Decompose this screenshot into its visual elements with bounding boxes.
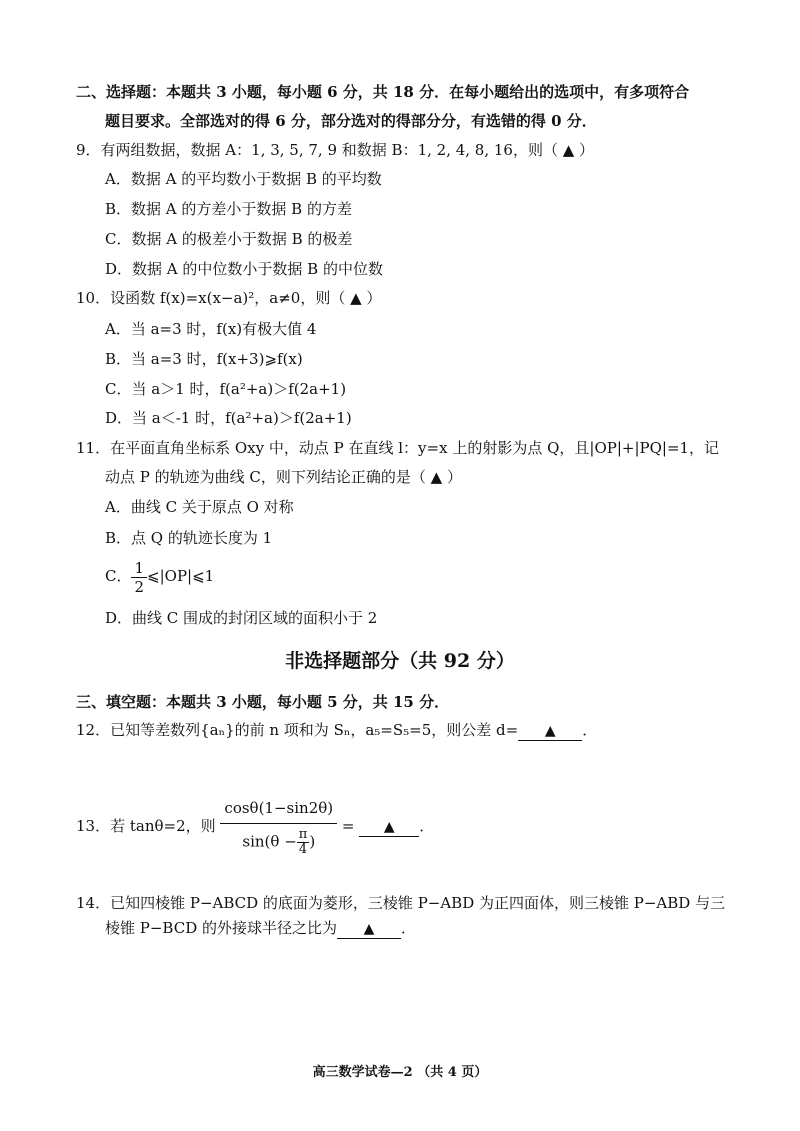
triangle-icon: ▲ <box>383 819 395 835</box>
section2-header-line1: 二、选择题：本题共 3 小题，每小题 6 分，共 18 分．在每小题给出的选项中，有多项符合 <box>76 83 690 101</box>
q14-answer-blank <box>337 919 401 939</box>
q12-end: ． <box>582 721 598 739</box>
q12-answer-blank <box>518 721 582 741</box>
q13-den-left: sin(θ − <box>242 832 297 851</box>
q11-option-b: B．点 Q 的轨迹长度为 1 <box>105 529 273 547</box>
triangle-icon: ▲ <box>363 921 375 937</box>
q14-end: ． <box>401 919 417 937</box>
q9-option-c: C．数据 A 的极差小于数据 B 的极差 <box>105 230 353 248</box>
q11-option-c <box>105 558 214 596</box>
q13-den-right: ) <box>309 832 316 851</box>
fraction-denominator: 2 <box>134 577 145 596</box>
section2-header-line2: 题目要求。全部选对的得 6 分，部分选对的得部分分，有选错的得 0 分． <box>105 112 597 130</box>
q13-expression-fraction <box>220 797 337 857</box>
q11-option-c-inequality: ⩽|OP|⩽1 <box>147 567 215 585</box>
q11-stem-line1: 11．在平面直角坐标系 Oxy 中，动点 P 在直线 l：y=x 上的射影为点 Q，且|OP|+|PQ|=1，记 <box>76 439 720 457</box>
part2-heading: 非选择题部分（共 92 分） <box>285 650 515 672</box>
q9-option-b: B．数据 A 的方差小于数据 B 的方差 <box>105 200 352 218</box>
q12-text: 12．已知等差数列{aₙ}的前 n 项和为 Sₙ，a₅=S₅=5，则公差 d= <box>76 721 519 739</box>
q10-stem: 10．设函数 f(x)=x(x−a)²，a≠0，则（ ▲ ） <box>76 289 382 307</box>
q9-option-a: A．数据 A 的平均数小于数据 B 的平均数 <box>105 170 382 188</box>
q14-line2-text: 棱锥 P−BCD 的外接球半径之比为 <box>105 919 338 937</box>
q13 <box>76 796 434 857</box>
section3-header: 三、填空题：本题共 3 小题，每小题 5 分，共 15 分． <box>76 693 450 711</box>
q11-stem-line2: 动点 P 的轨迹为曲线 C，则下列结论正确的是（ ▲ ） <box>105 468 462 486</box>
q9-option-d: D．数据 A 的中位数小于数据 B 的中位数 <box>105 260 383 278</box>
q13-denominator <box>220 824 337 857</box>
q10-option-a: A．当 a=3 时，f(x)有极大值 4 <box>105 320 317 338</box>
q14-line1: 14．已知四棱锥 P−ABCD 的底面为菱形，三棱锥 P−ABD 为正四面体，则三棱锥 P−ABD 与三 <box>76 894 726 912</box>
q11-option-a: A．曲线 C 关于原点 O 对称 <box>105 498 294 516</box>
fraction-numerator: 1 <box>131 559 147 578</box>
q14-line2 <box>105 918 416 939</box>
four-denominator: 4 <box>298 842 308 857</box>
q13-end: ． <box>419 817 435 835</box>
one-half-fraction <box>131 559 147 596</box>
page-footer: 高三数学试卷—2 （共 4 页） <box>312 1065 488 1080</box>
q9-stem: 9．有两组数据，数据 A：1, 3, 5, 7, 9 和数据 B：1, 2, 4, 8, 16，则（ ▲ ） <box>76 141 595 159</box>
pi-over-four-fraction <box>297 828 310 857</box>
q10-option-b: B．当 a=3 时，f(x+3)⩾f(x) <box>105 350 303 368</box>
q10-option-d: D．当 a＜-1 时，f(a²+a)＞f(2a+1) <box>105 409 352 427</box>
q10-option-c: C．当 a＞1 时，f(a²+a)＞f(2a+1) <box>105 380 347 398</box>
q13-numerator: cosθ(1−sin2θ) <box>220 797 337 824</box>
q11-option-c-label: C． <box>105 567 132 585</box>
q13-equals: = <box>341 817 355 835</box>
pi-symbol: π <box>298 827 308 842</box>
triangle-icon: ▲ <box>544 723 556 739</box>
q13-prefix: 13．若 tanθ=2，则 <box>76 817 216 835</box>
q13-answer-blank <box>359 817 419 837</box>
q11-option-d: D．曲线 C 围成的封闭区域的面积小于 2 <box>105 609 378 627</box>
q12 <box>76 720 597 741</box>
